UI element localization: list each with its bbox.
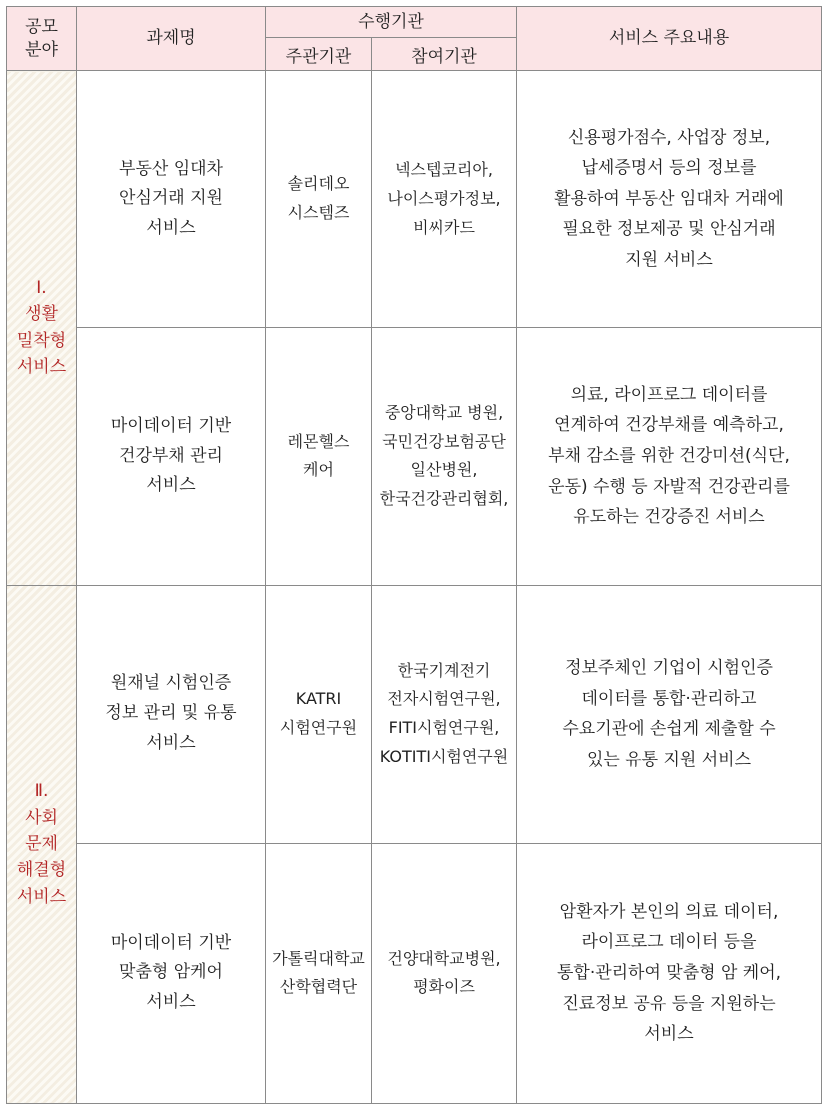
- lead-org: 레몬헬스 케어: [266, 328, 372, 585]
- partner-org-header: 참여기관: [372, 38, 517, 71]
- service-description: 의료, 라이프로그 데이터를 연계하여 건강부채를 예측하고, 부채 감소를 위한 건강미션(식단, 운동) 수행 등 자발적 건강관리를 유도하는 건강증진 서비스: [517, 328, 822, 585]
- org-group-header: 수행기관: [266, 7, 517, 38]
- lead-org: 가톨릭대학교 산학협력단: [266, 843, 372, 1103]
- partner-orgs: 한국기계전기 전자시험연구원, FITI시험연구원, KOTITI시험연구원: [372, 585, 517, 843]
- field-header: 공모 분야: [7, 7, 77, 71]
- table-row: [7, 585, 822, 843]
- table-row: [7, 71, 822, 328]
- service-description: 신용평가점수, 사업장 정보, 납세증명서 등의 정보를 활용하여 부동산 임대차 거래에 필요한 정보제공 및 안심거래 지원 서비스: [517, 71, 822, 328]
- table-row: [7, 843, 822, 1103]
- project-table: [6, 6, 822, 1104]
- lead-org-header: 주관기관: [266, 38, 372, 71]
- project-title: 마이데이터 기반 건강부채 관리 서비스: [77, 328, 266, 585]
- project-title: 원재널 시험인증 정보 관리 및 유통 서비스: [77, 585, 266, 843]
- header-row: [7, 7, 822, 38]
- service-header: 서비스 주요내용: [517, 7, 822, 71]
- table-row: [7, 328, 822, 585]
- service-description: 정보주체인 기업이 시험인증 데이터를 통합·관리하고 수요기관에 손쉽게 제출할 수 있는 유통 지원 서비스: [517, 585, 822, 843]
- project-title: 마이데이터 기반 맞춤형 암케어 서비스: [77, 843, 266, 1103]
- partner-orgs: 중앙대학교 병원, 국민건강보험공단 일산병원, 한국건강관리협회,: [372, 328, 517, 585]
- lead-org: KATRI 시험연구원: [266, 585, 372, 843]
- partner-orgs: 넥스텝코리아, 나이스평가정보, 비씨카드: [372, 71, 517, 328]
- project-title: 부동산 임대차 안심거래 지원 서비스: [77, 71, 266, 328]
- lead-org: 솔리데오 시스템즈: [266, 71, 372, 328]
- partner-orgs: 건양대학교병원, 평화이즈: [372, 843, 517, 1103]
- service-description: 암환자가 본인의 의료 데이터, 라이프로그 데이터 등을 통합·관리하여 맞춤형 암 케어, 진료정보 공유 등을 지원하는 서비스: [517, 843, 822, 1103]
- category-label: Ⅰ. 생활 밀착형 서비스: [7, 71, 77, 585]
- category-label: Ⅱ. 사회 문제 해결형 서비스: [7, 585, 77, 1104]
- title-header: 과제명: [77, 7, 266, 71]
